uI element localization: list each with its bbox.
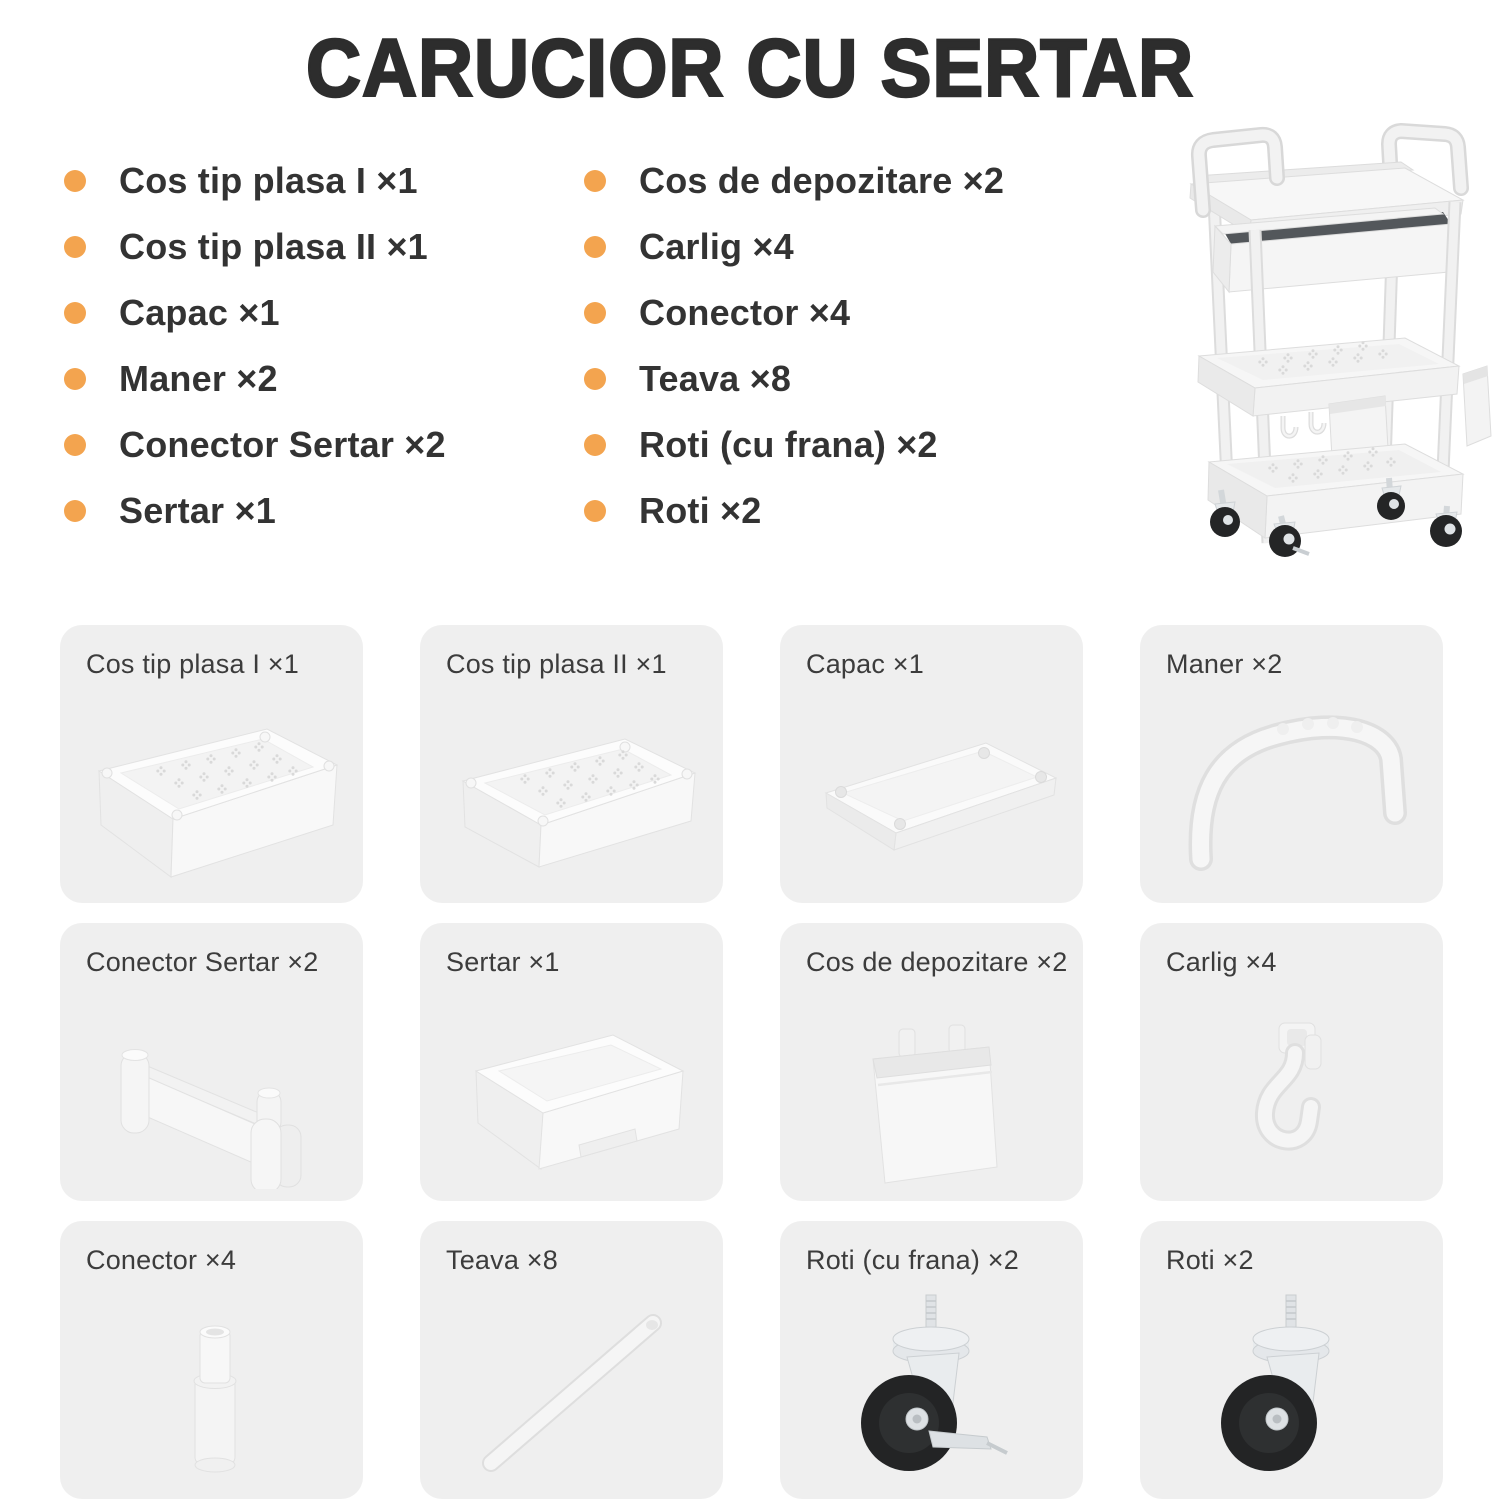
parts-grid [60,625,1443,1499]
part-card-label: Sertar ×1 [446,947,560,977]
part-card [420,1221,723,1499]
bullet-icon [64,236,86,258]
bullet-icon [584,302,606,324]
bullet-icon [584,236,606,258]
drawer-connector-illustration [61,979,361,1189]
summary-item-label: Cos tip plasa II ×1 [119,226,428,267]
part-card-label: Roti (cu frana) ×2 [806,1245,1019,1275]
summary-item [64,294,446,332]
summary-item [584,162,1004,200]
bullet-icon [584,500,606,522]
summary-item [584,492,1004,530]
part-card [420,625,723,903]
bullet-icon [584,170,606,192]
part-card [60,1221,363,1499]
part-card [1140,625,1443,903]
connector-tube-illustration [61,1277,361,1487]
drawer-illustration [421,979,721,1189]
part-card-label: Conector ×4 [86,1245,237,1275]
part-card-label: Cos tip plasa II ×1 [446,649,667,679]
summary-item [64,360,446,398]
summary-item [584,228,1004,266]
part-card-label: Capac ×1 [806,649,924,679]
summary-item [64,492,446,530]
summary-item [64,426,446,464]
part-card-label: Carlig ×4 [1166,947,1277,977]
mesh-basket-ii-illustration [421,681,721,891]
handle-illustration [1141,681,1441,891]
part-card-label: Cos tip plasa I ×1 [86,649,299,679]
bullet-icon [584,368,606,390]
summary-item-label: Conector Sertar ×2 [119,424,446,465]
parts-summary-left [64,162,446,558]
part-card [780,923,1083,1201]
caster-illustration [1141,1277,1441,1487]
summary-item-label: Roti ×2 [639,490,762,531]
part-card [780,625,1083,903]
summary-item [64,162,446,200]
caster-with-brake-illustration [781,1277,1081,1487]
hook-illustration [1141,979,1441,1189]
summary-item-label: Cos de depozitare ×2 [639,160,1005,201]
bullet-icon [64,500,86,522]
summary-item-label: Maner ×2 [119,358,278,399]
pipe-illustration [421,1277,721,1487]
part-card [780,1221,1083,1499]
parts-summary-right [584,162,1004,558]
assembled-cart-illustration [1133,118,1493,558]
bullet-icon [64,170,86,192]
summary-item-label: Sertar ×1 [119,490,276,531]
summary-item-label: Teava ×8 [639,358,792,399]
part-card [60,625,363,903]
page-title: CARUCIOR CU SERTAR [305,23,1195,114]
part-card [60,923,363,1201]
summary-item [584,426,1004,464]
part-card-label: Conector Sertar ×2 [86,947,319,977]
lid-illustration [781,681,1081,891]
part-card-label: Maner ×2 [1166,649,1283,679]
summary-item [584,360,1004,398]
summary-item-label: Roti (cu frana) ×2 [639,424,938,465]
summary-item [584,294,1004,332]
bullet-icon [584,434,606,456]
bullet-icon [64,368,86,390]
part-card [1140,923,1443,1201]
part-card-label: Teava ×8 [446,1245,558,1275]
summary-item [64,228,446,266]
summary-item-label: Cos tip plasa I ×1 [119,160,418,201]
part-card [1140,1221,1443,1499]
part-card-label: Cos de depozitare ×2 [806,947,1068,977]
bullet-icon [64,434,86,456]
summary-item-label: Conector ×4 [639,292,851,333]
bullet-icon [64,302,86,324]
part-card [420,923,723,1201]
summary-item-label: Capac ×1 [119,292,280,333]
summary-item-label: Carlig ×4 [639,226,794,267]
mesh-basket-i-illustration [61,681,361,891]
part-card-label: Roti ×2 [1166,1245,1254,1275]
storage-bin-illustration [781,979,1081,1189]
